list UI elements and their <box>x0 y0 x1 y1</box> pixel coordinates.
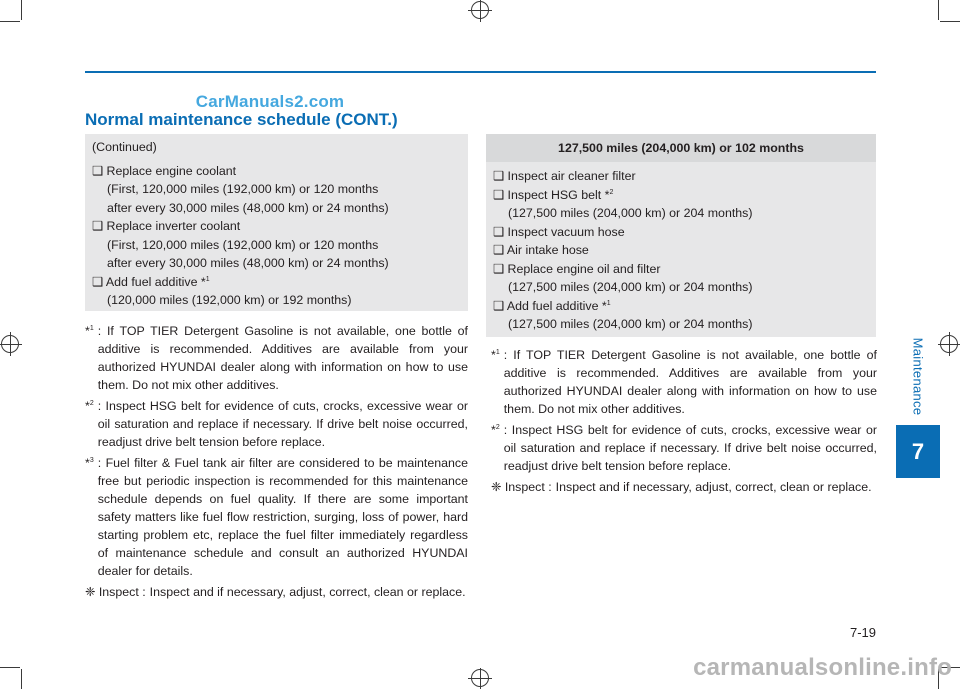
line-text: after every 30,000 miles (48,000 km) or 24 months) <box>107 256 389 270</box>
left-notes-list <box>85 322 468 580</box>
page-number: 7-19 <box>849 625 876 640</box>
checklist-item <box>486 167 876 186</box>
footnote-marker: *$^1$ <box>85 324 94 338</box>
interval-text <box>85 236 468 255</box>
checklist-item <box>486 223 876 242</box>
inspect-text: Inspect and if necessary, adjust, correct, clean or replace. <box>149 585 466 599</box>
line-text: ❑ Replace inverter coolant <box>92 219 241 233</box>
line-text: (127,500 miles (204,000 km) or 204 months) <box>508 280 753 294</box>
line-text: ❑ Inspect air cleaner filter <box>493 169 636 183</box>
footnote-marker: *$^1$ <box>491 348 500 362</box>
footnote <box>85 454 468 580</box>
left-box-lines <box>85 138 468 310</box>
footnote-marker: *$^2$ <box>491 423 500 437</box>
right-schedule-box <box>486 134 876 337</box>
footnote-text: : Inspect HSG belt for evidence of cuts, crocks, excessive wear or oil saturation and replace if necessary. If drive belt noise occurred, readjust drive belt tension before replace. <box>503 423 877 473</box>
checklist-item <box>486 241 876 260</box>
inspect-note <box>491 478 877 496</box>
chapter-tab: 7 <box>896 425 940 478</box>
line-text: ❑ Air intake hose <box>493 243 589 257</box>
left-footnotes <box>85 322 468 601</box>
interval-text <box>85 199 468 218</box>
footnote <box>85 397 468 451</box>
inspect-text: Inspect and if necessary, adjust, correct, clean or replace. <box>555 480 872 494</box>
inspect-label: ❈ Inspect : <box>491 480 552 494</box>
interval-text <box>486 278 876 297</box>
watermark-bottom[interactable]: carmanualsonline.info <box>693 654 952 681</box>
inspect-note <box>85 583 468 601</box>
line-text: (First, 120,000 miles (192,000 km) or 120 months <box>107 182 379 196</box>
checklist-item <box>486 186 876 205</box>
right-notes-list <box>491 346 877 475</box>
footnote-text: : Fuel filter & Fuel tank air filter are considered to be maintenance free but periodic inspection is recommended for this maintenance schedule depends on fuel quality. If there are some important safety matters like fuel flow restriction, surging, loss of power, hard starting problem etc, replace the fuel filter immediately regardless of maintenance schedule and consult an authorized HYUNDAI dealer for details. <box>97 456 468 578</box>
line-text: (127,500 miles (204,000 km) or 204 months) <box>508 317 753 331</box>
footnote-text: : If TOP TIER Detergent Gasoline is not available, one bottle of additive is recommended. Additives are available from your authorized HYUNDAI dealer along with information on how to use them. Do not mix other additives. <box>503 348 877 416</box>
interval-text <box>85 291 468 310</box>
checklist-item <box>486 260 876 279</box>
line-text: ❑ Add fuel additive * <box>92 274 206 289</box>
interval-header: 127,500 miles (204,000 km) or 102 months <box>486 134 876 162</box>
footnote <box>85 322 468 394</box>
checklist-item <box>85 273 468 292</box>
checklist-item <box>486 297 876 316</box>
inspect-label: ❈ Inspect : <box>85 585 146 599</box>
section-label-text: Maintenance <box>910 337 926 415</box>
line-text: after every 30,000 miles (48,000 km) or 24 months) <box>107 200 389 215</box>
footnote <box>491 346 877 418</box>
header-rule <box>85 71 876 73</box>
footnote-ref: 2 <box>609 188 614 196</box>
line-text: (First, 120,000 miles (192,000 km) or 120 months <box>107 237 379 252</box>
section-side-label <box>896 334 940 418</box>
footnote-ref: 1 <box>205 275 210 283</box>
interval-text <box>85 180 468 199</box>
footnote-text: : If TOP TIER Detergent Gasoline is not available, one bottle of additive is recommended. Additives are available from your authorized HYUNDAI dealer along with information on how to use them. Do not mix other additives. <box>97 324 468 392</box>
line-text: ❑ Add fuel additive * <box>493 298 607 313</box>
interval-text <box>486 315 876 334</box>
checklist-item <box>85 217 468 236</box>
footnote-marker: *$^2$ <box>85 399 94 413</box>
line-text: ❑ Inspect HSG belt * <box>493 187 610 202</box>
footnote <box>491 421 877 475</box>
continued-label <box>85 138 468 157</box>
page-title: Normal maintenance schedule (CONT.) <box>85 110 398 129</box>
checklist-item <box>85 162 468 181</box>
line-text: (120,000 miles (192,000 km) or 192 months) <box>107 293 352 307</box>
right-box-lines <box>486 162 876 334</box>
right-footnotes <box>491 346 877 496</box>
line-text: ❑ Replace engine coolant <box>92 163 237 178</box>
interval-text <box>486 204 876 223</box>
watermark-top[interactable]: CarManuals2.com <box>195 92 345 111</box>
line-text: (127,500 miles (204,000 km) or 204 months) <box>508 206 753 220</box>
left-schedule-box <box>85 134 468 311</box>
footnote-marker: *$^3$ <box>85 456 94 470</box>
footnote-text: : Inspect HSG belt for evidence of cuts, crocks, excessive wear or oil saturation and replace if necessary. If drive belt noise occurred, readjust drive belt tension before replace. <box>97 399 468 449</box>
line-text: (Continued) <box>92 140 157 154</box>
line-text: ❑ Replace engine oil and filter <box>493 261 661 276</box>
footnote-ref: 1 <box>606 299 611 307</box>
interval-text <box>85 254 468 273</box>
line-text: ❑ Inspect vacuum hose <box>493 224 625 239</box>
